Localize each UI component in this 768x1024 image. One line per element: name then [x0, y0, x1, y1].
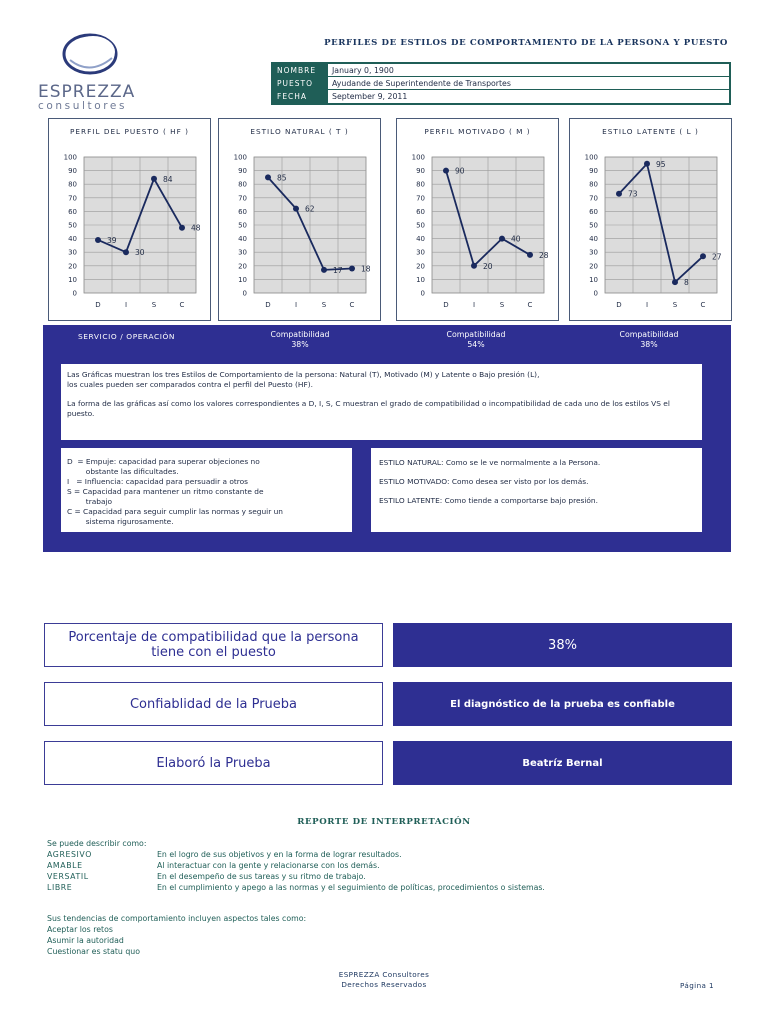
- data-point: [527, 252, 533, 258]
- y-tick-label: 0: [72, 289, 77, 298]
- x-tick-label: I: [472, 301, 476, 309]
- data-point: [179, 225, 185, 231]
- y-tick-label: 20: [68, 262, 77, 271]
- compat-latente: [589, 330, 709, 350]
- y-tick-label: 70: [589, 194, 598, 203]
- y-tick-label: 20: [589, 262, 598, 271]
- y-tick-label: 40: [68, 235, 77, 244]
- definitions-box: [61, 448, 352, 532]
- data-label: 84: [163, 174, 173, 184]
- x-tick-label: D: [443, 301, 449, 309]
- logo-subtitle: consultores: [38, 100, 128, 112]
- y-tick-label: 60: [589, 207, 598, 216]
- footer-company: ESPREZZA Consultores: [338, 970, 430, 979]
- y-tick-label: 60: [238, 207, 247, 216]
- chart-perfil-puesto: [48, 118, 211, 321]
- trait-key: VERSATIL: [47, 872, 89, 881]
- x-tick-label: C: [700, 301, 706, 309]
- data-label: 8: [684, 278, 689, 288]
- y-tick-label: 50: [68, 221, 77, 230]
- y-tick-label: 10: [589, 275, 598, 284]
- x-tick-label: C: [349, 301, 355, 309]
- data-point: [700, 253, 706, 259]
- author-value: Beatríz Bernal: [393, 741, 732, 785]
- chart-plot: [397, 119, 560, 322]
- styles-box: [371, 448, 702, 532]
- y-tick-label: 60: [416, 207, 425, 216]
- chart-plot: [570, 119, 733, 322]
- data-label: 28: [539, 250, 549, 260]
- data-point: [95, 237, 101, 243]
- compat-value: 54%: [467, 340, 485, 349]
- page-number: Página 1: [680, 981, 714, 990]
- logo-swoosh-icon: [60, 30, 126, 82]
- logo-name: ESPREZZA: [38, 82, 136, 102]
- trait-key: AGRESIVO: [47, 850, 92, 859]
- reliability-value: El diagnóstico de la prueba es confiable: [393, 682, 732, 726]
- data-label: 40: [511, 234, 521, 244]
- chart-plot: [49, 119, 212, 322]
- y-tick-label: 20: [416, 262, 425, 271]
- trait-desc: Al interactuar con la gente y relacionarse con los demás.: [157, 861, 380, 870]
- y-tick-label: 60: [68, 207, 77, 216]
- info-key: NOMBRE: [273, 64, 328, 76]
- y-tick-label: 80: [589, 180, 598, 189]
- trait-key: AMABLE: [47, 861, 83, 870]
- data-label: 30: [135, 248, 145, 258]
- data-label: 85: [277, 173, 287, 183]
- y-tick-label: 40: [238, 235, 247, 244]
- tendencies-intro: Sus tendencias de comportamiento incluyen aspectos tales como:: [47, 914, 307, 923]
- data-point: [349, 266, 355, 272]
- definition-d: D = Empuje: capacidad para superar objeciones no obstante las dificultades.: [67, 457, 260, 476]
- definition-c: C = Capacidad para seguir cumplir las normas y seguir un sistema rigurosamente.: [67, 507, 283, 526]
- y-tick-label: 100: [584, 153, 598, 162]
- y-tick-label: 90: [238, 167, 247, 176]
- chart-estilo-natural: [218, 118, 381, 321]
- y-tick-label: 30: [238, 248, 247, 257]
- info-row-fecha: [273, 90, 729, 103]
- data-point: [616, 191, 622, 197]
- y-tick-label: 0: [420, 289, 425, 298]
- y-tick-label: 80: [416, 180, 425, 189]
- data-label: 17: [333, 265, 343, 275]
- page-title: PERFILES DE ESTILOS DE COMPORTAMIENTO DE LA PERSONA Y PUESTO: [324, 38, 728, 48]
- service-label: SERVICIO / OPERACIÓN: [78, 332, 176, 341]
- info-key: FECHA: [273, 90, 328, 103]
- y-tick-label: 10: [68, 275, 77, 284]
- data-point: [123, 249, 129, 255]
- y-tick-label: 10: [238, 275, 247, 284]
- y-tick-label: 100: [233, 153, 247, 162]
- y-tick-label: 40: [416, 235, 425, 244]
- y-tick-label: 50: [589, 221, 598, 230]
- tendency-item: Cuestionar es statu quo: [47, 947, 141, 956]
- data-point: [443, 168, 449, 174]
- compat-motivado: [416, 330, 536, 350]
- y-tick-label: 80: [68, 180, 77, 189]
- data-point: [265, 174, 271, 180]
- style-motivado: ESTILO MOTIVADO: Como desea ser visto por los demás.: [379, 477, 589, 486]
- compat-label: Compatibilidad: [619, 330, 679, 339]
- trait-row: [47, 882, 545, 893]
- chart-perfil-motivado: [396, 118, 559, 321]
- y-tick-label: 30: [68, 248, 77, 257]
- chart-title: PERFIL MOTIVADO ( M ): [424, 127, 531, 136]
- y-tick-label: 70: [68, 194, 77, 203]
- x-tick-label: D: [95, 301, 101, 309]
- compat-value: 38%: [640, 340, 658, 349]
- tendency-item: Aceptar los retos: [47, 925, 113, 934]
- company-logo: [36, 30, 156, 110]
- x-tick-label: D: [265, 301, 271, 309]
- x-tick-label: C: [527, 301, 533, 309]
- y-tick-label: 100: [63, 153, 77, 162]
- x-tick-label: S: [499, 301, 505, 309]
- y-tick-label: 50: [416, 221, 425, 230]
- y-tick-label: 50: [238, 221, 247, 230]
- chart-title: ESTILO NATURAL ( T ): [250, 127, 349, 136]
- footer: [0, 970, 768, 990]
- trait-row: [47, 849, 545, 860]
- style-latente: ESTILO LATENTE: Como tiende a comportarse bajo presión.: [379, 496, 598, 505]
- chart-estilo-latente: [569, 118, 732, 321]
- explanation-line: Las Gráficas muestran los tres Estilos de Comportamiento de la persona: Natural (T), Motivado (M) y Latente o Bajo presión (L),: [67, 370, 540, 379]
- trait-key: LIBRE: [47, 883, 73, 892]
- y-tick-label: 10: [416, 275, 425, 284]
- x-tick-label: D: [616, 301, 622, 309]
- report-intro: Se puede describir como:: [47, 839, 147, 848]
- data-label: 73: [628, 189, 638, 199]
- x-tick-label: S: [151, 301, 157, 309]
- explanation-line: los cuales pueden ser comparados contra el perfil del Puesto (HF).: [67, 380, 313, 389]
- info-table: [271, 62, 731, 105]
- y-tick-label: 30: [589, 248, 598, 257]
- info-row-nombre: [273, 64, 729, 77]
- trait-desc: En el desempeño de sus tareas y su ritmo de trabajo.: [157, 872, 366, 881]
- data-label: 27: [712, 252, 722, 262]
- chart-title: ESTILO LATENTE ( L ): [602, 127, 699, 136]
- reliability-label: Confiablidad de la Prueba: [44, 682, 383, 726]
- data-label: 39: [107, 235, 117, 245]
- y-tick-label: 20: [238, 262, 247, 271]
- chart-title: PERFIL DEL PUESTO ( HF ): [70, 127, 189, 136]
- compat-label: Compatibilidad: [446, 330, 506, 339]
- report-title: REPORTE DE INTERPRETACIÓN: [297, 817, 471, 827]
- explanation-box: [61, 364, 702, 440]
- info-value: September 9, 2011: [332, 92, 408, 101]
- data-point: [672, 279, 678, 285]
- data-label: 90: [455, 166, 465, 176]
- chart-plot: [219, 119, 382, 322]
- y-tick-label: 100: [411, 153, 425, 162]
- report-tendencies: [47, 913, 306, 957]
- info-value: January 0, 1900: [332, 66, 394, 75]
- trait-desc: En el cumplimiento y apego a las normas y el seguimiento de políticas, procedimientos o sistemas.: [157, 883, 545, 892]
- y-tick-label: 0: [242, 289, 247, 298]
- y-tick-label: 70: [416, 194, 425, 203]
- y-tick-label: 80: [238, 180, 247, 189]
- info-row-puesto: [273, 77, 729, 90]
- data-point: [471, 263, 477, 269]
- x-tick-label: I: [645, 301, 649, 309]
- tendency-item: Asumir la autoridad: [47, 936, 124, 945]
- x-tick-label: S: [672, 301, 678, 309]
- compat-percentage-label: Porcentaje de compatibilidad que la persona tiene con el puesto: [44, 623, 383, 667]
- y-tick-label: 90: [416, 167, 425, 176]
- author-label: Elaboró la Prueba: [44, 741, 383, 785]
- info-value: Ayudande de Superintendente de Transportes: [332, 79, 511, 88]
- definition-s: S = Capacidad para mantener un ritmo constante de trabajo: [67, 487, 264, 506]
- trait-row: [47, 871, 545, 882]
- y-tick-label: 30: [416, 248, 425, 257]
- explanation-paragraph: La forma de las gráficas así como los valores correspondientes a D, I, S, C muestran el grado de compatibilidad o incompatibilidad de cada uno de los estilos VS el puesto.: [67, 399, 670, 418]
- compat-label: Compatibilidad: [270, 330, 330, 339]
- y-tick-label: 70: [238, 194, 247, 203]
- data-label: 18: [361, 264, 371, 274]
- compat-percentage-value: 38%: [393, 623, 732, 667]
- data-label: 95: [656, 159, 666, 169]
- definition-i: I = Influencia: capacidad para persuadir a otros: [67, 477, 249, 486]
- data-label: 48: [191, 223, 201, 233]
- data-label: 62: [305, 204, 315, 214]
- x-tick-label: C: [179, 301, 185, 309]
- x-tick-label: I: [294, 301, 298, 309]
- data-point: [293, 206, 299, 212]
- data-point: [644, 161, 650, 167]
- y-tick-label: 0: [593, 289, 598, 298]
- x-tick-label: S: [321, 301, 327, 309]
- style-natural: ESTILO NATURAL: Como se le ve normalmente a la Persona.: [379, 458, 601, 467]
- data-point: [499, 236, 505, 242]
- report-traits: [47, 838, 545, 893]
- x-tick-label: I: [124, 301, 128, 309]
- trait-row: [47, 860, 545, 871]
- y-tick-label: 90: [589, 167, 598, 176]
- compat-natural: [240, 330, 360, 350]
- y-tick-label: 40: [589, 235, 598, 244]
- info-key: PUESTO: [273, 77, 328, 89]
- data-point: [151, 176, 157, 182]
- compat-value: 38%: [291, 340, 309, 349]
- data-label: 20: [483, 261, 493, 271]
- trait-desc: En el logro de sus objetivos y en la forma de lograr resultados.: [157, 850, 402, 859]
- y-tick-label: 90: [68, 167, 77, 176]
- data-point: [321, 267, 327, 273]
- footer-rights: Derechos Reservados: [341, 980, 427, 989]
